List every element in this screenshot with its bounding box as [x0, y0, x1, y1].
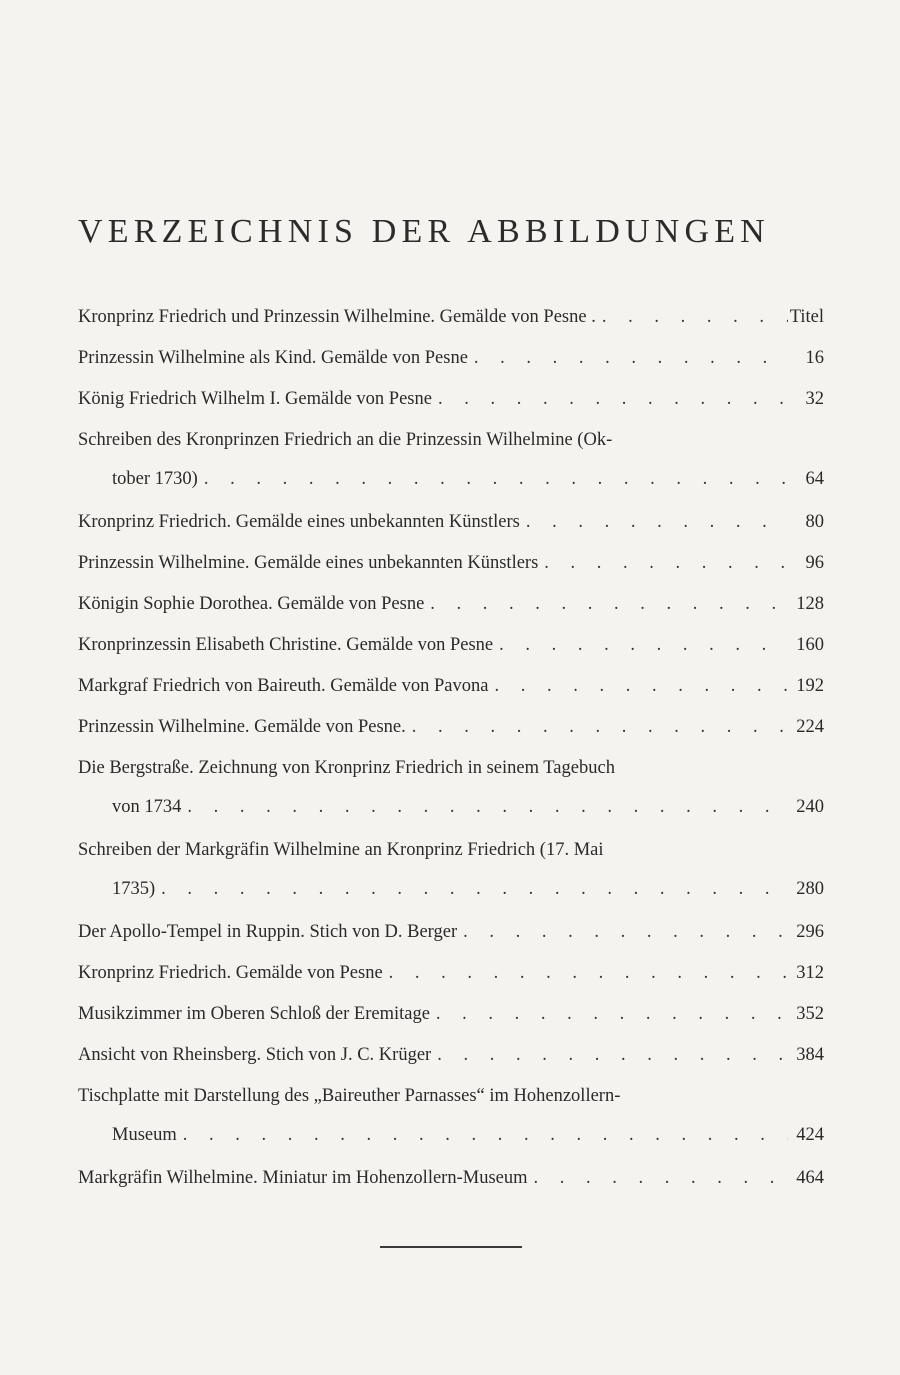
list-item — [78, 298, 824, 339]
entry-line — [78, 1036, 824, 1075]
dot-leader — [424, 585, 788, 624]
entry-caption: von 1734 — [112, 797, 182, 817]
entry-caption: tober 1730) — [112, 469, 198, 489]
page-number: 80 — [805, 512, 824, 532]
entry-line — [78, 339, 824, 378]
dot-leader — [596, 298, 788, 337]
page-number: 240 — [796, 797, 824, 817]
entry-caption: Prinzessin Wilhelmine als Kind. Gemälde von Pesne — [78, 348, 468, 368]
page-number: 424 — [796, 1125, 824, 1145]
page-number: 352 — [796, 1004, 824, 1024]
dot-leader — [198, 460, 788, 499]
entry-line — [78, 626, 824, 665]
page-number: 224 — [796, 717, 824, 737]
entry-caption: Königin Sophie Dorothea. Gemälde von Pesne — [78, 594, 425, 614]
list-item — [78, 1036, 824, 1077]
entry-line — [78, 503, 824, 542]
illustration-list — [78, 298, 824, 1200]
entry-line — [78, 749, 824, 788]
list-item — [78, 831, 824, 913]
entry-caption: Kronprinz Friedrich. Gemälde von Pesne — [78, 963, 383, 983]
page-title: VERZEICHNIS DER ABBILDUNGEN — [78, 212, 770, 250]
entry-caption: Markgraf Friedrich von Baireuth. Gemälde von Pavona — [78, 676, 489, 696]
page-number: 32 — [805, 389, 824, 409]
entry-caption: Der Apollo-Tempel in Ruppin. Stich von D. Berger — [78, 922, 458, 942]
page-number: 96 — [805, 553, 824, 573]
dot-leader — [488, 667, 788, 706]
entry-caption: Kronprinz Friedrich. Gemälde eines unbekannten Künstlers — [78, 512, 520, 532]
list-item — [78, 667, 824, 708]
entry-caption: Tischplatte mit Darstellung des „Baireuther Parnasses“ im Hohenzollern- — [78, 1086, 621, 1106]
dot-leader — [457, 913, 788, 952]
closing-rule — [380, 1246, 522, 1248]
list-item — [78, 544, 824, 585]
entry-caption: 1735) — [112, 879, 156, 899]
page-number: 312 — [796, 963, 824, 983]
dot-leader — [538, 544, 788, 583]
entry-line — [78, 831, 824, 870]
page-number: Titel — [789, 307, 824, 327]
entry-caption: Schreiben des Kronprinzen Friedrich an die Prinzessin Wilhelmine (Ok- — [78, 430, 613, 450]
entry-line — [78, 1077, 824, 1116]
entry-line — [78, 460, 824, 499]
entry-line — [78, 788, 824, 827]
dot-leader — [383, 954, 788, 993]
list-item — [78, 913, 824, 954]
page-number: 128 — [796, 594, 824, 614]
list-item — [78, 1077, 824, 1159]
dot-leader — [431, 1036, 788, 1075]
list-item — [78, 954, 824, 995]
entry-line — [78, 913, 824, 952]
entry-caption: Schreiben der Markgräfin Wilhelmine an Kronprinz Friedrich (17. Mai — [78, 840, 604, 860]
entry-caption: Prinzessin Wilhelmine. Gemälde von Pesne. — [78, 717, 406, 737]
dot-leader — [430, 995, 788, 1034]
list-item — [78, 380, 824, 421]
dot-leader — [406, 708, 788, 747]
list-item — [78, 749, 824, 831]
entry-caption: Musikzimmer im Oberen Schloß der Eremitage — [78, 1004, 430, 1024]
page-number: 160 — [796, 635, 824, 655]
entry-caption: König Friedrich Wilhelm I. Gemälde von Pesne — [78, 389, 432, 409]
entry-caption: Kronprinz Friedrich und Prinzessin Wilhelmine. Gemälde von Pesne . — [78, 307, 596, 327]
entry-line — [78, 298, 824, 337]
dot-leader — [468, 339, 788, 378]
entry-line — [78, 870, 824, 909]
entry-caption: Kronprinzessin Elisabeth Christine. Gemälde von Pesne — [78, 635, 494, 655]
list-item — [78, 626, 824, 667]
entry-line — [78, 995, 824, 1034]
entry-caption: Die Bergstraße. Zeichnung von Kronprinz Friedrich in seinem Tagebuch — [78, 758, 615, 778]
page-number: 192 — [796, 676, 824, 696]
list-item — [78, 708, 824, 749]
list-item — [78, 339, 824, 380]
list-item — [78, 503, 824, 544]
entry-line — [78, 585, 824, 624]
page-number: 16 — [805, 348, 824, 368]
entry-line — [78, 544, 824, 583]
entry-line — [78, 1116, 824, 1155]
dot-leader — [155, 870, 788, 909]
entry-line — [78, 380, 824, 419]
page-number: 64 — [805, 469, 824, 489]
entry-line — [78, 667, 824, 706]
page-number: 280 — [796, 879, 824, 899]
dot-leader — [493, 626, 788, 665]
dot-leader — [181, 788, 788, 827]
entry-caption: Ansicht von Rheinsberg. Stich von J. C. Krüger — [78, 1045, 432, 1065]
list-item — [78, 585, 824, 626]
entry-line — [78, 708, 824, 747]
list-item — [78, 995, 824, 1036]
list-item — [78, 421, 824, 503]
entry-line — [78, 421, 824, 460]
entry-caption: Prinzessin Wilhelmine. Gemälde eines unbekannten Künstlers — [78, 553, 539, 573]
entry-line — [78, 1159, 824, 1198]
dot-leader — [520, 503, 788, 542]
entry-caption: Markgräfin Wilhelmine. Miniatur im Hohenzollern-Museum — [78, 1168, 528, 1188]
entry-caption: Museum — [112, 1125, 177, 1145]
dot-leader — [177, 1116, 788, 1155]
dot-leader — [528, 1159, 789, 1198]
dot-leader — [432, 380, 788, 419]
page-number: 464 — [796, 1168, 824, 1188]
entry-line — [78, 954, 824, 993]
page-number: 296 — [796, 922, 824, 942]
list-item — [78, 1159, 824, 1200]
page-number: 384 — [796, 1045, 824, 1065]
